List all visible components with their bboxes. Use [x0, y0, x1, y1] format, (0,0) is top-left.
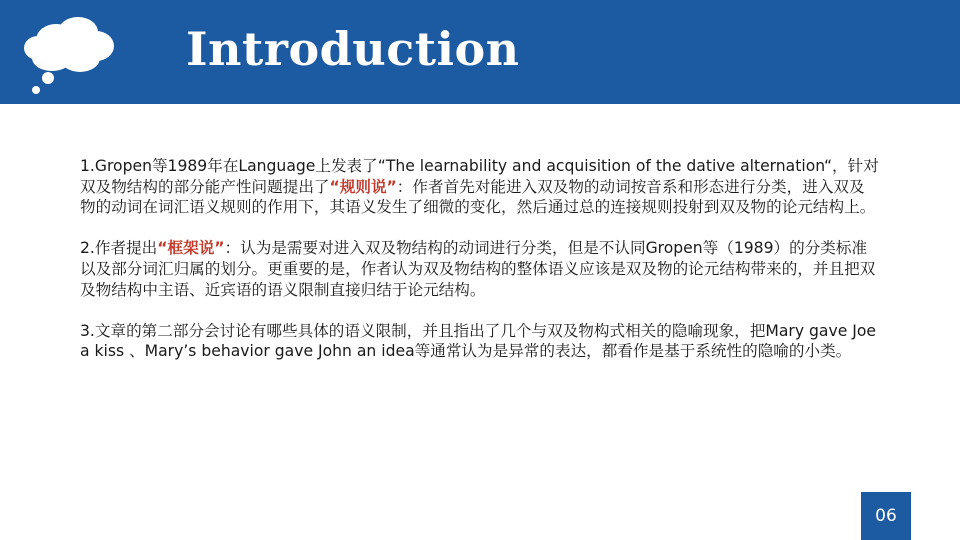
- content-body: [80, 156, 880, 383]
- paragraph-1: [80, 156, 880, 218]
- page-number-badge: [861, 492, 911, 540]
- paragraph-1-highlight: “规则说”: [329, 177, 397, 196]
- thought-cloud-icon: [18, 10, 118, 100]
- paragraph-2: [80, 238, 880, 300]
- header-bar: [0, 0, 960, 104]
- paragraph-1-text-b: ：作者首先对能进入双及物的动词按音系和形态进行分类，进入双及物的动词在词汇语义规则的作用下，其语义发生了细微的变化，然后通过总的连接规则投射到双及物的论元结构上。: [80, 177, 876, 217]
- page-number: 06: [875, 506, 897, 526]
- paragraph-3-text: 3.文章的第二部分会讨论有哪些具体的语义限制，并且指出了几个与双及物构式相关的隐喻现象，把Mary gave Joe a kiss 、Mary’s behavior gave John an idea等通常认为是异常的表达，都看作是基于系统性的隐喻的小类。: [80, 321, 876, 361]
- paragraph-3: [80, 321, 880, 362]
- paragraph-2-text-b: ：认为是需要对进入双及物结构的动词进行分类，但是不认同Gropen等（1989）的分类标准以及部分词汇归属的划分。更重要的是，作者认为双及物结构的整体语义应该是双及物的论元结构带来的，并且把双及物结构中主语、近宾语的语义限制直接归结于论元结构。: [80, 239, 876, 299]
- paragraph-2-text-a: 2.作者提出: [80, 239, 158, 258]
- page-title: Introduction: [186, 22, 520, 76]
- paragraph-2-highlight: “框架说”: [157, 239, 225, 258]
- paragraph-1-text-a: 1.Gropen等1989年在Language上发表了“The learnability and acquisition of the dative alternation“，针对双及物结构的部分能产性问题提出了: [80, 157, 879, 196]
